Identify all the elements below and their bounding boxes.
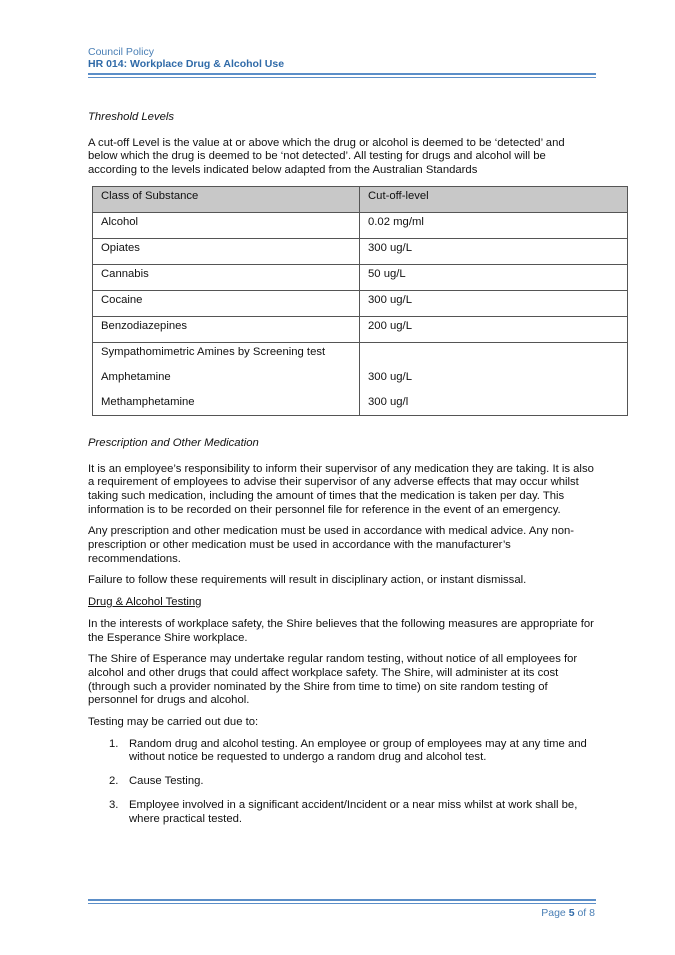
page-header bbox=[88, 46, 596, 71]
methamphetamine-level: 300 ug/l bbox=[368, 395, 409, 408]
cutoff-cell-group bbox=[360, 342, 628, 415]
amines-group-title: Sympathomimetric Amines by Screening test bbox=[101, 345, 326, 358]
amphetamine-label: Amphetamine bbox=[101, 370, 171, 383]
header-policy-title: HR 014: Workplace Drug & Alcohol Use bbox=[88, 58, 285, 70]
testing-reasons-list bbox=[88, 738, 596, 827]
cutoff-cell: 200 ug/L bbox=[360, 316, 628, 342]
page-current: 5 bbox=[568, 907, 575, 919]
list-item bbox=[88, 738, 596, 765]
page-word: Page bbox=[541, 907, 566, 919]
threshold-heading: Threshold Levels bbox=[88, 111, 175, 123]
list-item-text: Employee involved in a significant accident/Incident or a near miss whilst at work shall be, where practical tested. bbox=[129, 798, 578, 825]
cutoff-cell: 50 ug/L bbox=[360, 264, 628, 290]
page-of-word: of bbox=[577, 907, 587, 919]
cutoff-cell: 0.02 mg/ml bbox=[360, 212, 628, 238]
testing-heading: Drug & Alcohol Testing bbox=[88, 596, 202, 609]
list-item-number: 1. bbox=[109, 737, 119, 750]
prescription-heading: Prescription and Other Medication bbox=[88, 436, 259, 449]
list-item-text: Random drug and alcohol testing. An employee or group of employees may at any time and without notice be requested to undergo a random drug and alcohol test. bbox=[129, 737, 587, 764]
prescription-paragraph-1: It is an employee’s responsibility to inform their supervisor of any medication they are taking. It is also a requirement of employees to advise their supervisor of any adverse effects that may occur whilst taking such medication, including the amount of times that the medication is taken per day. This information is to be recorded on their personnel file for reference in the event of an emergency. bbox=[88, 462, 594, 516]
list-item-number: 3. bbox=[109, 798, 119, 811]
cutoff-cell: 300 ug/L bbox=[360, 290, 628, 316]
cutoff-levels-table bbox=[92, 186, 628, 416]
cutoff-cell: 300 ug/L bbox=[360, 238, 628, 264]
list-item-number: 2. bbox=[109, 775, 119, 788]
substance-cell: Alcohol bbox=[93, 212, 360, 238]
list-item bbox=[88, 775, 596, 789]
methamphetamine-label: Methamphetamine bbox=[101, 395, 195, 408]
page-total: 8 bbox=[589, 907, 595, 919]
substance-cell-group bbox=[93, 342, 360, 415]
header-divider bbox=[88, 73, 596, 75]
threshold-intro: A cut-off Level is the value at or above which the drug or alcohol is deemed to be ‘detected’ and below which the drug is deemed to be ‘not detected’. All testing for drugs and alcohol will be according to the levels indicated below adapted from the Australian Standards bbox=[88, 136, 565, 177]
list-item bbox=[88, 799, 596, 826]
testing-paragraph-1: In the interests of workplace safety, the Shire believes that the following measures are appropriate for the Esperance Shire workplace. bbox=[88, 617, 594, 644]
prescription-paragraph-3: Failure to follow these requirements will result in disciplinary action, or instant dismissal. bbox=[88, 574, 527, 587]
table-row bbox=[93, 238, 628, 264]
col-header-cutoff: Cut-off-level bbox=[360, 186, 628, 212]
header-policy-type: Council Policy bbox=[88, 46, 154, 58]
testing-paragraph-3: Testing may be carried out due to: bbox=[88, 716, 259, 729]
page-content bbox=[88, 111, 596, 836]
list-item-text: Cause Testing. bbox=[129, 775, 204, 788]
table-header-row bbox=[93, 186, 628, 212]
table-row bbox=[93, 316, 628, 342]
amines-blank bbox=[368, 346, 619, 371]
col-header-substance: Class of Substance bbox=[93, 186, 360, 212]
substance-cell: Benzodiazepines bbox=[93, 316, 360, 342]
substance-cell: Opiates bbox=[93, 238, 360, 264]
footer-divider-thin bbox=[88, 903, 596, 904]
substance-cell: Cocaine bbox=[93, 290, 360, 316]
testing-paragraph-2: The Shire of Esperance may undertake regular random testing, without notice of all employees for alcohol and other drugs that could affect workplace safety. The Shire, will administer at its cost (through such a provider nominated by the Shire from time to time) on site random testing of personnel for drugs and alcohol. bbox=[88, 653, 578, 707]
substance-cell: Cannabis bbox=[93, 264, 360, 290]
amphetamine-level: 300 ug/L bbox=[368, 370, 412, 383]
table-row bbox=[93, 290, 628, 316]
header-divider-thin bbox=[88, 77, 596, 78]
table-row bbox=[93, 212, 628, 238]
table-row-amines bbox=[93, 342, 628, 415]
prescription-paragraph-2: Any prescription and other medication must be used in accordance with medical advice. Any non-prescription or other medication must be used in accordance with the manufacturer’s recommendations. bbox=[88, 525, 575, 565]
table-row bbox=[93, 264, 628, 290]
page-number bbox=[541, 907, 595, 919]
footer-divider bbox=[88, 899, 596, 901]
